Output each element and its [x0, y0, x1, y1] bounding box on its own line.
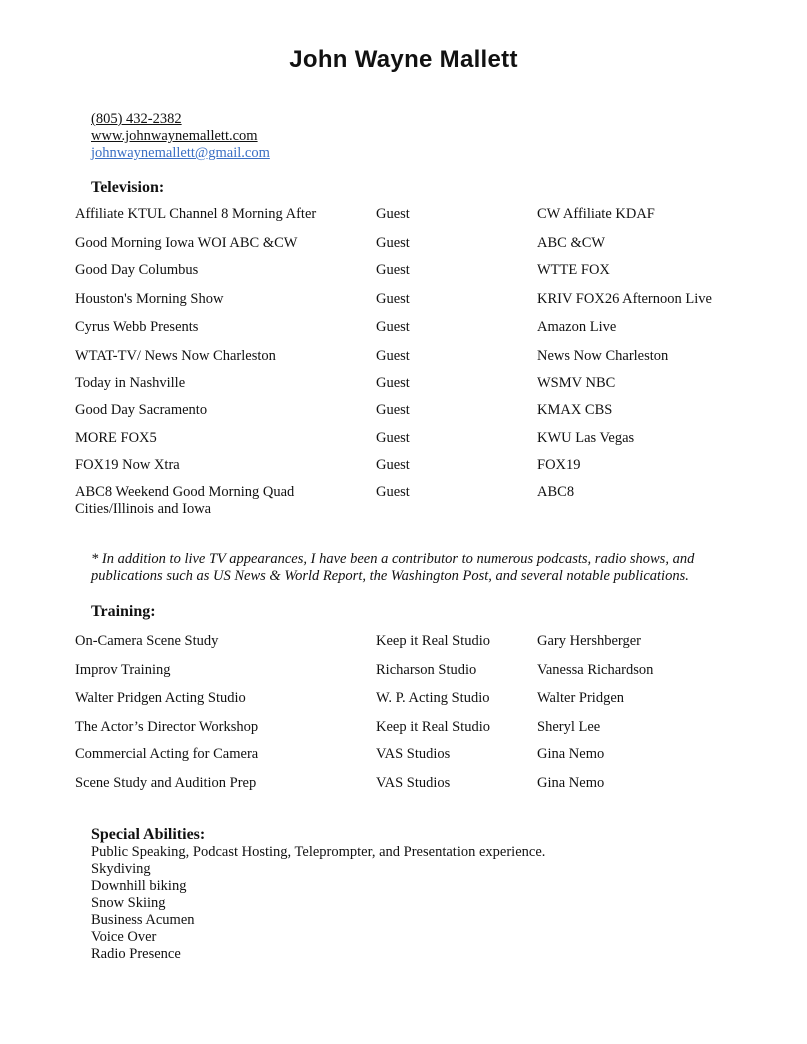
list-item: Downhill biking: [91, 878, 187, 894]
table-row: [75, 775, 775, 809]
role: Guest: [376, 262, 410, 278]
special-abilities-list: [91, 844, 545, 963]
course: Scene Study and Audition Prep: [75, 775, 257, 791]
show-name: Good Day Columbus: [75, 262, 199, 278]
outlet: ABC &CW: [537, 235, 606, 251]
show-name: Cyrus Webb Presents: [75, 319, 199, 335]
phone-number: (805) 432-2382: [91, 111, 182, 127]
contact-block: [91, 111, 270, 162]
outlet: KRIV FOX26 Afternoon Live: [537, 291, 712, 307]
website-link[interactable]: www.johnwaynemallett.com: [91, 128, 258, 144]
role: Guest: [376, 484, 410, 500]
outlet: News Now Charleston: [537, 348, 669, 364]
training-heading: Training:: [91, 603, 156, 620]
outlet: ABC8: [537, 484, 575, 500]
television-heading: Television:: [91, 179, 165, 196]
list-item: Snow Skiing: [91, 895, 166, 911]
teacher: Sheryl Lee: [537, 719, 601, 735]
list-item: Voice Over: [91, 929, 157, 945]
list-item: Business Acumen: [91, 912, 195, 928]
teacher: Gina Nemo: [537, 775, 605, 791]
role: Guest: [376, 291, 410, 307]
role: Guest: [376, 430, 410, 446]
show-name: FOX19 Now Xtra: [75, 457, 180, 473]
show-name: Affiliate KTUL Channel 8 Morning After: [75, 206, 317, 222]
show-name: Today in Nashville: [75, 375, 186, 391]
studio: VAS Studios: [376, 775, 451, 791]
teacher: Gina Nemo: [537, 746, 605, 762]
studio: Richarson Studio: [376, 662, 477, 678]
course: Improv Training: [75, 662, 171, 678]
email-link[interactable]: johnwaynemallett@gmail.com: [91, 145, 270, 161]
role: Guest: [376, 206, 410, 222]
studio: VAS Studios: [376, 746, 451, 762]
studio: W. P. Acting Studio: [376, 690, 490, 706]
outlet: Amazon Live: [537, 319, 617, 335]
resume-name: John Wayne Mallett: [289, 46, 518, 73]
teacher: Gary Hershberger: [537, 633, 642, 649]
show-name: Houston's Morning Show: [75, 291, 224, 307]
show-name: Good Morning Iowa WOI ABC &CW: [75, 235, 298, 251]
list-item: Skydiving: [91, 861, 151, 877]
outlet: KWU Las Vegas: [537, 430, 635, 446]
list-item: Public Speaking, Podcast Hosting, Teleprompter, and Presentation experience.: [91, 844, 546, 860]
show-name: MORE FOX5: [75, 430, 157, 446]
role: Guest: [376, 457, 410, 473]
table-row: [75, 484, 775, 518]
appearances-note: * In addition to live TV appearances, I have been a contributor to numerous podcasts, radio shows, and publications such as US News & World Report, the Washington Post, and several notable publications.: [91, 551, 695, 584]
outlet: CW Affiliate KDAF: [537, 206, 655, 222]
teacher: Vanessa Richardson: [537, 662, 654, 678]
studio: Keep it Real Studio: [376, 633, 490, 649]
special-abilities-heading: Special Abilities:: [91, 826, 206, 843]
role: Guest: [376, 402, 410, 418]
outlet: KMAX CBS: [537, 402, 613, 418]
course: Commercial Acting for Camera: [75, 746, 259, 762]
show-name: ABC8 Weekend Good Morning Quad Cities/Illinois and Iowa: [75, 484, 295, 517]
course: The Actor’s Director Workshop: [75, 719, 259, 735]
outlet: FOX19: [537, 457, 581, 473]
role: Guest: [376, 375, 410, 391]
studio: Keep it Real Studio: [376, 719, 490, 735]
list-item: Radio Presence: [91, 946, 181, 962]
outlet: WSMV NBC: [537, 375, 616, 391]
course: Walter Pridgen Acting Studio: [75, 690, 246, 706]
role: Guest: [376, 319, 410, 335]
outlet: WTTE FOX: [537, 262, 610, 278]
role: Guest: [376, 235, 410, 251]
teacher: Walter Pridgen: [537, 690, 625, 706]
show-name: Good Day Sacramento: [75, 402, 208, 418]
show-name: WTAT-TV/ News Now Charleston: [75, 348, 276, 364]
course: On-Camera Scene Study: [75, 633, 219, 649]
role: Guest: [376, 348, 410, 364]
